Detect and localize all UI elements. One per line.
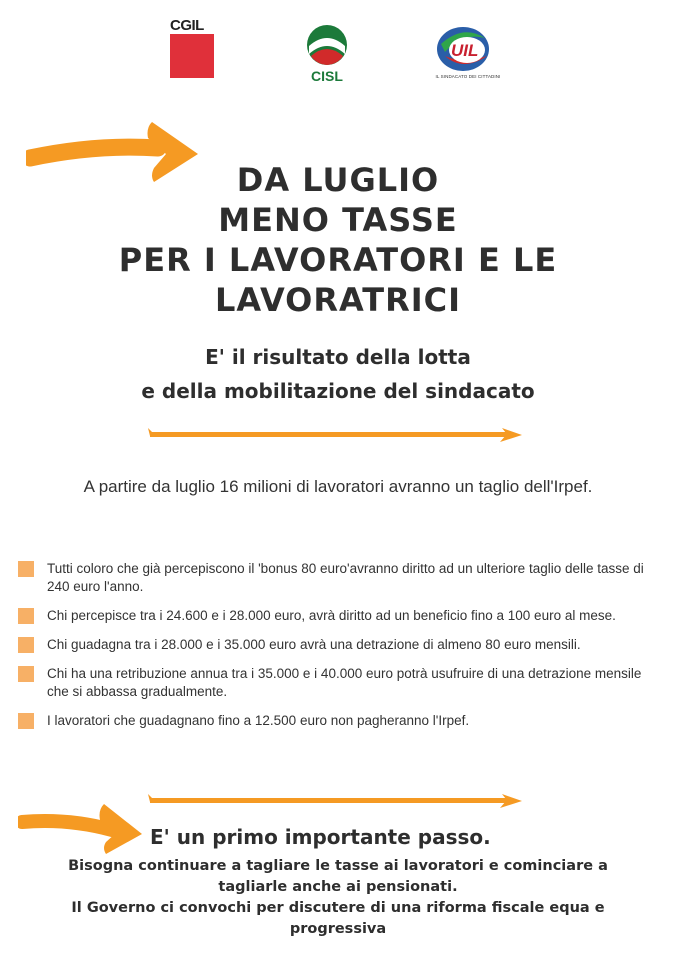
divider-arrow-icon bbox=[146, 790, 524, 812]
uil-logo-text: UIL bbox=[451, 41, 479, 60]
cisl-emblem-icon bbox=[304, 24, 350, 68]
uil-tagline: IL SINDACATO DEI CITTADINI bbox=[435, 74, 501, 79]
cgil-logo-text: CGIL bbox=[170, 17, 204, 34]
list-item-text: Chi guadagna tra i 28.000 e i 35.000 euro avrà una detrazione di almeno 80 euro mensili. bbox=[47, 637, 581, 652]
closing-title: E' un primo importante passo. bbox=[150, 825, 491, 849]
list-item-text: I lavoratori che guadagnano fino a 12.500 euro non pagheranno l'Irpef. bbox=[47, 713, 470, 728]
headline-line: PER I LAVORATORI E LE bbox=[118, 241, 558, 279]
uil-logo bbox=[433, 24, 503, 84]
cgil-logo bbox=[170, 18, 214, 78]
bottom-arrow-icon bbox=[18, 800, 146, 856]
list-item bbox=[16, 607, 656, 625]
closing-paragraph: Il Governo ci convochi per discutere di una riforma fiscale equa e progressiva bbox=[71, 900, 605, 937]
bullet-square-icon bbox=[18, 561, 34, 577]
subtitle bbox=[60, 340, 616, 408]
list-item-text: Chi ha una retribuzione annua tra i 35.000 e i 40.000 euro potrà usufruire di una detrazione mensile che si abbassa gradualmente. bbox=[47, 666, 642, 699]
subtitle-line: E' il risultato della lotta bbox=[205, 345, 471, 369]
list-item bbox=[16, 560, 656, 596]
cgil-logo-square bbox=[170, 34, 214, 78]
cisl-logo bbox=[304, 24, 350, 86]
headline bbox=[60, 160, 616, 320]
bullet-square-icon bbox=[18, 637, 34, 653]
headline-line: LAVORATRICI bbox=[214, 281, 462, 319]
bullet-square-icon bbox=[18, 713, 34, 729]
list-item bbox=[16, 636, 656, 654]
divider-arrow-icon bbox=[146, 424, 524, 446]
subtitle-line: e della mobilitazione del sindacato bbox=[141, 379, 535, 403]
bullet-square-icon bbox=[18, 666, 34, 682]
list-item-text: Tutti coloro che già percepiscono il 'bonus 80 euro'avranno diritto ad un ulteriore taglio delle tasse di 240 euro l'anno. bbox=[47, 561, 644, 594]
list-item bbox=[16, 712, 656, 730]
headline-line: DA LUGLIO bbox=[236, 161, 440, 199]
list-item bbox=[16, 665, 656, 701]
bullet-list bbox=[16, 560, 656, 741]
intro-text: A partire da luglio 16 milioni di lavoratori avranno un taglio dell'Irpef. bbox=[83, 477, 593, 496]
closing-body bbox=[40, 856, 636, 940]
headline-line: MENO TASSE bbox=[218, 201, 458, 239]
closing-paragraph: Bisogna continuare a tagliare le tasse ai lavoratori e cominciare a tagliarle anche ai pensionati. bbox=[68, 858, 608, 895]
bullet-square-icon bbox=[18, 608, 34, 624]
list-item-text: Chi percepisce tra i 24.600 e i 28.000 euro, avrà diritto ad un beneficio fino a 100 euro al mese. bbox=[47, 608, 616, 623]
cisl-logo-text: CISL bbox=[311, 68, 343, 84]
